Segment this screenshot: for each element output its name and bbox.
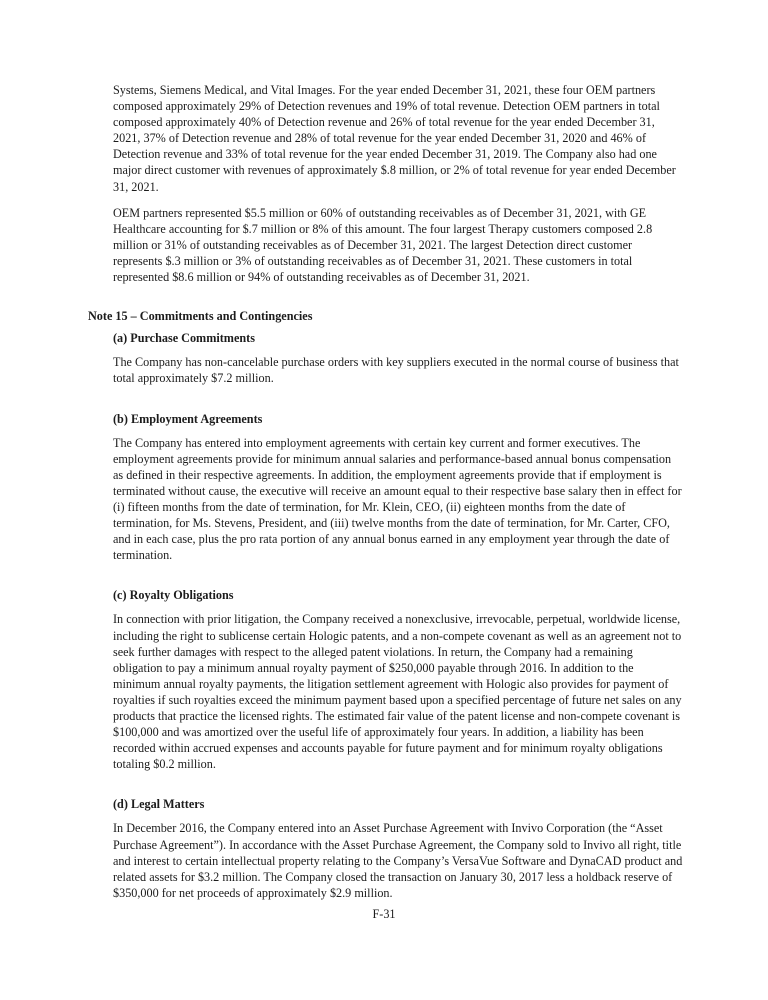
intro-paragraph-oem-revenue: Systems, Siemens Medical, and Vital Images. For the year ended December 31, 2021, these four OEM partners composed approximately 29% of Detection revenues and 19% of total revenue. Detection OEM partners in total composed approximately 40% of Detection revenue and 26% of total revenue for the year ended December 31, 2021, 37% of Detection revenue and 28% of total revenue for the year ended December 31, 2020 and 46% of Detection revenue and 33% of total revenue for the year ended December 31, 2019. The Company also had one major direct customer with revenues of approximately $.8 million, or 2% of total revenue for year ended December 31, 2021. bbox=[113, 83, 676, 194]
section-legal-matters bbox=[88, 796, 685, 901]
section-employment-agreements bbox=[88, 411, 685, 564]
legal-matters-heading: (d) Legal Matters bbox=[113, 797, 205, 812]
note-15-heading: Note 15 – Commitments and Contingencies bbox=[88, 309, 313, 324]
legal-matters-body: In December 2016, the Company entered into an Asset Purchase Agreement with Invivo Corporation (the “Asset Purchase Agreement”). In accordance with the Asset Purchase Agreement, the Company sold to Invivo all right, title and interest to certain intellectual property relating to the Company’s VersaVue Software and DynaCAD product and related assets for $3.2 million. The Company closed the transaction on January 30, 2017 less a holdback reserve of $350,000 for net proceeds of approximately $2.9 million. bbox=[113, 821, 683, 900]
employment-agreements-body: The Company has entered into employment agreements with certain key current and former executives. The employment agreements provide for minimum annual salaries and performance-based annual bonus compensation as defined in their respective agreements. In addition, the employment agreements provide that if employment is terminated without cause, the executive will receive an amount equal to their respective base salary then in effect for (i) fifteen months from the date of termination, for Mr. Klein, CEO, (ii) eighteen months from the date of termination, for Ms. Stevens, President, and (iii) twelve months from the date of termination, for Mr. Carter, CFO, and in each case, plus the pro rata portion of any annual bonus earned in any employment year through the date of termination. bbox=[113, 435, 682, 563]
intro-paragraph-receivables: OEM partners represented $5.5 million or 60% of outstanding receivables as of December 31, 2021, with GE Healthcare accounting for $.7 million or 8% of this amount. The four largest Therapy customers composed 2.8 million or 31% of outstanding receivables as of December 31, 2021. The largest Detection direct customer represents $.3 million or 3% of outstanding receivables as of December 31, 2021. These customers in total represented $8.6 million or 94% of outstanding receivables as of December 31, 2021. bbox=[113, 205, 653, 285]
section-purchase-commitments bbox=[88, 330, 685, 386]
purchase-commitments-body: The Company has non-cancelable purchase orders with key suppliers executed in the normal course of business that total approximately $7.2 million. bbox=[113, 355, 679, 386]
royalty-obligations-heading: (c) Royalty Obligations bbox=[113, 588, 234, 603]
employment-agreements-heading: (b) Employment Agreements bbox=[113, 411, 263, 426]
section-royalty-obligations bbox=[88, 587, 685, 772]
purchase-commitments-heading: (a) Purchase Commitments bbox=[113, 331, 255, 346]
page-number: F-31 bbox=[372, 906, 396, 921]
royalty-obligations-body: In connection with prior litigation, the Company received a nonexclusive, irrevocable, perpetual, worldwide license, including the right to sublicense certain Hologic patents, and a non-compete covenant as well as an agreement not to seek further damages with respect to the alleged patent violations. In return, the Company had a remaining obligation to pay a minimum annual royalty payment of $250,000 payable through 2016. In addition to the minimum annual royalty payments, the litigation settlement agreement with Hologic also provides for payment of royalties if such royalties exceed the minimum payment based upon a specified percentage of future net sales on any products that practice the licensed rights. The estimated fair value of the patent license and non-compete covenant is $100,000 and was amortized over the useful life of approximately four years. In addition, a liability has been recorded within accrued expenses and accounts payable for future payment and for minimum royalty obligations totaling $0.2 million. bbox=[113, 612, 682, 772]
